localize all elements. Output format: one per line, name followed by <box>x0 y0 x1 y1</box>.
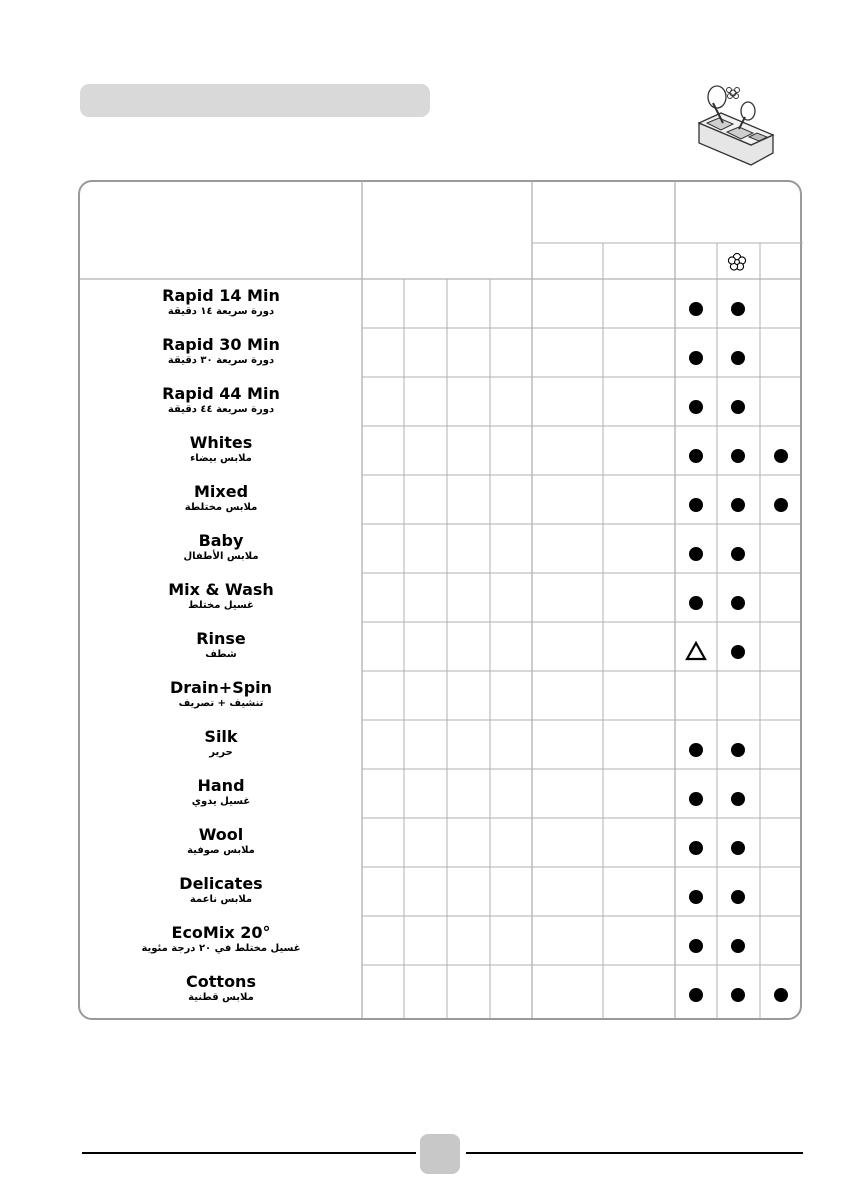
program-label <box>80 875 362 907</box>
filled-circle-icon <box>731 939 745 953</box>
program-name-en: Rapid 30 Min <box>162 335 280 354</box>
program-label <box>80 581 362 613</box>
program-name-ar: غسيل مختلط <box>188 600 254 611</box>
program-name-en: Rinse <box>196 629 246 648</box>
program-name-en: Wool <box>198 825 244 844</box>
filled-circle-icon <box>689 596 703 610</box>
program-label <box>80 532 362 564</box>
filled-circle-icon <box>689 498 703 512</box>
program-label <box>80 630 362 662</box>
footer-rule-right <box>466 1152 803 1154</box>
page-number-tab <box>420 1134 460 1174</box>
footer-rule-left <box>82 1152 416 1154</box>
filled-circle-icon <box>731 645 745 659</box>
program-name-en: Hand <box>197 776 245 795</box>
filled-circle-icon <box>731 547 745 561</box>
filled-circle-icon <box>774 449 788 463</box>
program-name-en: Delicates <box>179 874 263 893</box>
filled-circle-icon <box>689 400 703 414</box>
program-name-en: Mix & Wash <box>168 580 274 599</box>
filled-circle-icon <box>689 302 703 316</box>
filled-circle-icon <box>731 302 745 316</box>
program-name-ar: ملابس الأطفال <box>183 551 259 562</box>
program-name-ar: ملابس بيضاء <box>190 453 252 464</box>
filled-circle-icon <box>774 498 788 512</box>
program-name-ar: دورة سريعة ٤٤ دقيقة <box>167 404 275 415</box>
filled-circle-icon <box>689 841 703 855</box>
program-label <box>80 385 362 417</box>
filled-circle-icon <box>731 792 745 806</box>
filled-circle-icon <box>689 351 703 365</box>
filled-circle-icon <box>731 400 745 414</box>
program-name-ar: شطف <box>205 649 237 660</box>
filled-circle-icon <box>731 596 745 610</box>
program-label <box>80 434 362 466</box>
filled-circle-icon <box>731 743 745 757</box>
program-name-en: Silk <box>204 727 238 746</box>
program-name-ar: ملابس صوفية <box>187 845 255 856</box>
filled-circle-icon <box>731 890 745 904</box>
program-label <box>80 728 362 760</box>
filled-circle-icon <box>689 547 703 561</box>
program-label <box>80 483 362 515</box>
filled-circle-icon <box>689 890 703 904</box>
filled-circle-icon <box>731 988 745 1002</box>
program-label <box>80 679 362 711</box>
filled-circle-icon <box>689 988 703 1002</box>
program-label <box>80 777 362 809</box>
program-label <box>80 287 362 319</box>
filled-circle-icon <box>731 351 745 365</box>
program-name-ar: تنشيف + تصريف <box>178 698 264 709</box>
filled-circle-icon <box>689 449 703 463</box>
program-label <box>80 826 362 858</box>
program-label <box>80 336 362 368</box>
filled-circle-icon <box>731 449 745 463</box>
program-name-en: EcoMix 20° <box>171 923 271 942</box>
filled-circle-icon <box>731 841 745 855</box>
program-name-ar: ملابس ناعمة <box>189 894 253 905</box>
program-name-en: Mixed <box>193 482 249 501</box>
program-name-en: Whites <box>189 433 253 452</box>
program-name-en: Drain+Spin <box>169 678 273 697</box>
flower-icon <box>727 252 747 272</box>
program-label <box>80 973 362 1005</box>
program-name-ar: غسيل مختلط في ٢٠ درجة مئوية <box>141 943 301 954</box>
program-label <box>80 924 362 956</box>
filled-circle-icon <box>689 743 703 757</box>
program-name-ar: دورة سريعة ٣٠ دقيقة <box>167 355 275 366</box>
program-name-ar: دورة سريعة ١٤ دقيقة <box>167 306 275 317</box>
program-name-en: Cottons <box>186 972 256 991</box>
program-name-ar: غسيل يدوي <box>191 796 251 807</box>
program-name-en: Rapid 44 Min <box>162 384 280 403</box>
filled-circle-icon <box>731 498 745 512</box>
filled-circle-icon <box>774 988 788 1002</box>
program-name-en: Baby <box>198 531 244 550</box>
filled-circle-icon <box>689 792 703 806</box>
program-name-ar: ملابس مختلطة <box>184 502 258 513</box>
triangle-outline-icon <box>685 641 707 661</box>
filled-circle-icon <box>689 939 703 953</box>
program-name-en: Rapid 14 Min <box>162 286 280 305</box>
program-name-ar: حرير <box>209 747 233 758</box>
program-name-ar: ملابس قطنية <box>188 992 254 1003</box>
